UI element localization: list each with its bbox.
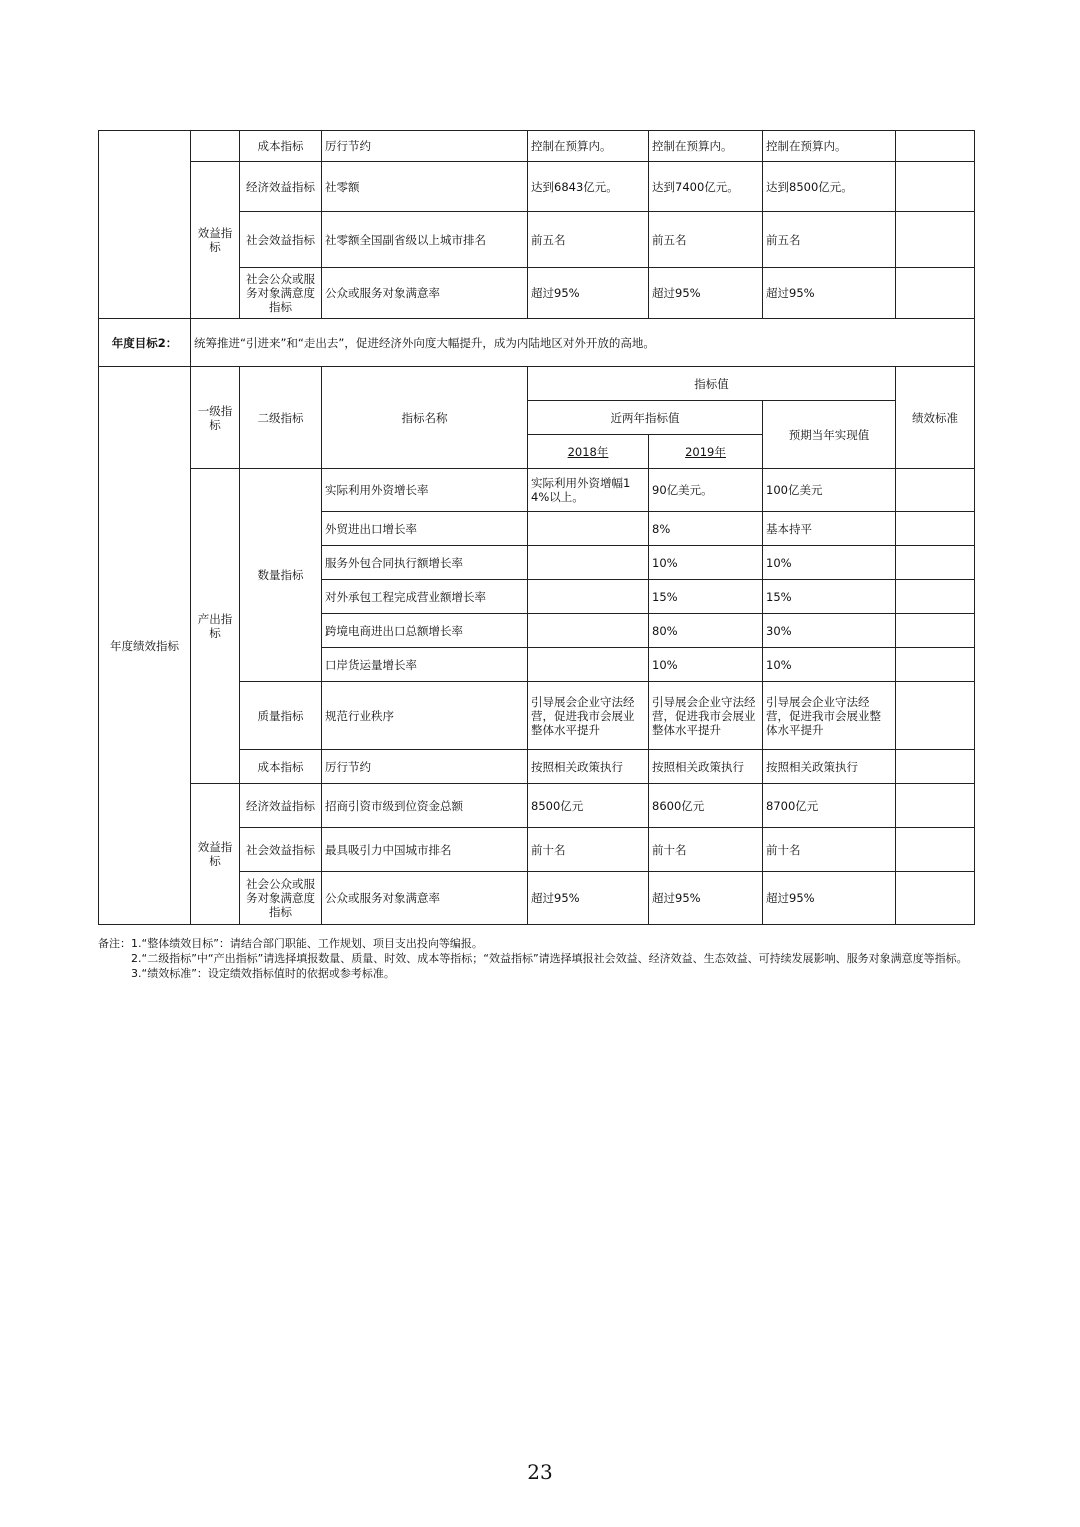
value-2018-cell: 控制在预算内。 bbox=[528, 131, 649, 162]
header-indicator-value: 指标值 bbox=[528, 367, 896, 401]
header-indicator-name: 指标名称 bbox=[322, 367, 528, 469]
footnote-2: 2.“二级指标”中“产出指标”请选择填报数量、质量、时效、成本等指标；“效益指标”请选择填报社会效益、经济效益、生态效益、可持续发展影响、服务对象满意度等指标。 bbox=[98, 952, 968, 965]
value-2019-cell: 前五名 bbox=[649, 212, 763, 268]
l2-cell: 社会效益指标 bbox=[240, 828, 322, 872]
indicator-name-cell: 规范行业秩序 bbox=[322, 682, 528, 750]
standard-cell bbox=[896, 614, 975, 648]
l2-cell: 经济效益指标 bbox=[240, 162, 322, 212]
value-2019-cell: 80% bbox=[649, 614, 763, 648]
expected-value-cell: 达到8500亿元。 bbox=[763, 162, 896, 212]
value-2018-cell: 按照相关政策执行 bbox=[528, 750, 649, 784]
value-2018-cell: 超过95% bbox=[528, 268, 649, 319]
expected-value-cell: 15% bbox=[763, 580, 896, 614]
header-expected: 预期当年实现值 bbox=[763, 401, 896, 469]
value-2019-cell: 10% bbox=[649, 546, 763, 580]
header-2018-text: 2018年 bbox=[567, 444, 609, 459]
goal-2-label: 年度目标2： bbox=[99, 319, 191, 367]
value-2019-cell: 10% bbox=[649, 648, 763, 682]
standard-cell bbox=[896, 162, 975, 212]
expected-value-cell: 10% bbox=[763, 546, 896, 580]
value-2018-cell: 前五名 bbox=[528, 212, 649, 268]
value-2018-cell: 8500亿元 bbox=[528, 784, 649, 828]
page-number: 23 bbox=[527, 1460, 553, 1484]
footnote-3: 3.“绩效标准”：设定绩效指标值时的依据或参考标准。 bbox=[98, 967, 395, 980]
l2-cell: 成本指标 bbox=[240, 131, 322, 162]
expected-value-cell: 超过95% bbox=[763, 268, 896, 319]
standard-cell bbox=[896, 131, 975, 162]
expected-value-cell: 100亿美元 bbox=[763, 469, 896, 512]
indicator-name-cell: 实际利用外资增长率 bbox=[322, 469, 528, 512]
header-2018 bbox=[528, 435, 649, 469]
l2-cell: 经济效益指标 bbox=[240, 784, 322, 828]
value-2019-cell: 8600亿元 bbox=[649, 784, 763, 828]
value-2019-cell: 按照相关政策执行 bbox=[649, 750, 763, 784]
standard-cell bbox=[896, 469, 975, 512]
l2-cell: 质量指标 bbox=[240, 682, 322, 750]
standard-cell bbox=[896, 512, 975, 546]
header-l2: 二级指标 bbox=[240, 367, 322, 469]
table-row bbox=[99, 131, 975, 162]
header-2019-text: 2019年 bbox=[685, 444, 726, 459]
indicator-name-cell: 外贸进出口增长率 bbox=[322, 512, 528, 546]
header-standard: 绩效标准 bbox=[896, 367, 975, 469]
benefit-indicator-label: 效益指标 bbox=[191, 162, 240, 319]
value-2019-cell: 前十名 bbox=[649, 828, 763, 872]
l2-cell: 成本指标 bbox=[240, 750, 322, 784]
indicator-name-cell: 厉行节约 bbox=[322, 750, 528, 784]
indicator-name-cell: 对外承包工程完成营业额增长率 bbox=[322, 580, 528, 614]
indicator-name-cell: 社零额 bbox=[322, 162, 528, 212]
value-2018-cell bbox=[528, 546, 649, 580]
expected-value-cell: 控制在预算内。 bbox=[763, 131, 896, 162]
standard-cell bbox=[896, 580, 975, 614]
header-row bbox=[99, 367, 975, 401]
annual-indicator-cell-top bbox=[99, 131, 191, 319]
expected-value-cell: 引导展会企业守法经营，促进我市会展业整体水平提升 bbox=[763, 682, 896, 750]
header-two-years: 近两年指标值 bbox=[528, 401, 763, 435]
standard-cell bbox=[896, 212, 975, 268]
benefit-indicator-label: 效益指标 bbox=[191, 784, 240, 925]
standard-cell bbox=[896, 546, 975, 580]
indicator-name-cell: 口岸货运量增长率 bbox=[322, 648, 528, 682]
value-2018-cell bbox=[528, 512, 649, 546]
value-2019-cell: 引导展会企业守法经营，促进我市会展业整体水平提升 bbox=[649, 682, 763, 750]
performance-table bbox=[98, 130, 975, 925]
expected-value-cell: 按照相关政策执行 bbox=[763, 750, 896, 784]
value-2018-cell: 超过95% bbox=[528, 872, 649, 925]
standard-cell bbox=[896, 750, 975, 784]
value-2019-cell: 达到7400亿元。 bbox=[649, 162, 763, 212]
value-2018-cell: 前十名 bbox=[528, 828, 649, 872]
standard-cell bbox=[896, 828, 975, 872]
value-2018-cell: 达到6843亿元。 bbox=[528, 162, 649, 212]
indicator-name-cell: 公众或服务对象满意率 bbox=[322, 268, 528, 319]
value-2019-cell: 超过95% bbox=[649, 268, 763, 319]
indicator-name-cell: 公众或服务对象满意率 bbox=[322, 872, 528, 925]
goal-2-text: 统筹推进“引进来”和“走出去”，促进经济外向度大幅提升，成为内陆地区对外开放的高地。 bbox=[191, 319, 975, 367]
value-2018-cell: 引导展会企业守法经营，促进我市会展业整体水平提升 bbox=[528, 682, 649, 750]
table-row bbox=[99, 784, 975, 828]
indicator-name-cell: 最具吸引力中国城市排名 bbox=[322, 828, 528, 872]
value-2018-cell: 实际利用外资增幅14%以上。 bbox=[528, 469, 649, 512]
value-2018-cell bbox=[528, 580, 649, 614]
value-2019-cell: 控制在预算内。 bbox=[649, 131, 763, 162]
standard-cell bbox=[896, 648, 975, 682]
expected-value-cell: 10% bbox=[763, 648, 896, 682]
standard-cell bbox=[896, 682, 975, 750]
output-indicator-label: 产出指标 bbox=[191, 469, 240, 784]
annual-indicator-label: 年度绩效指标 bbox=[99, 367, 191, 925]
footnotes bbox=[98, 936, 974, 981]
value-2018-cell bbox=[528, 648, 649, 682]
value-2019-cell: 8% bbox=[649, 512, 763, 546]
expected-value-cell: 超过95% bbox=[763, 872, 896, 925]
value-2019-cell: 90亿美元。 bbox=[649, 469, 763, 512]
indicator-name-cell: 厉行节约 bbox=[322, 131, 528, 162]
expected-value-cell: 30% bbox=[763, 614, 896, 648]
value-2019-cell: 超过95% bbox=[649, 872, 763, 925]
indicator-name-cell: 服务外包合同执行额增长率 bbox=[322, 546, 528, 580]
l2-cell: 社会公众或服务对象满意度指标 bbox=[240, 872, 322, 925]
value-2019-cell: 15% bbox=[649, 580, 763, 614]
header-l1: 一级指标 bbox=[191, 367, 240, 469]
l2-cell: 社会效益指标 bbox=[240, 212, 322, 268]
footnote-1: 备注：1.“整体绩效目标”：请结合部门职能、工作规划、项目支出投向等编报。 bbox=[98, 937, 483, 950]
value-2018-cell bbox=[528, 614, 649, 648]
indicator-name-cell: 跨境电商进出口总额增长率 bbox=[322, 614, 528, 648]
expected-value-cell: 8700亿元 bbox=[763, 784, 896, 828]
quantity-indicator-label: 数量指标 bbox=[240, 469, 322, 682]
standard-cell bbox=[896, 872, 975, 925]
expected-value-cell: 前十名 bbox=[763, 828, 896, 872]
standard-cell bbox=[896, 268, 975, 319]
standard-cell bbox=[896, 784, 975, 828]
indicator-name-cell: 社零额全国副省级以上城市排名 bbox=[322, 212, 528, 268]
table-row bbox=[99, 162, 975, 212]
l1-cell-top bbox=[191, 131, 240, 162]
l2-cell: 社会公众或服务对象满意度指标 bbox=[240, 268, 322, 319]
expected-value-cell: 前五名 bbox=[763, 212, 896, 268]
header-2019 bbox=[649, 435, 763, 469]
goal-row bbox=[99, 319, 975, 367]
expected-value-cell: 基本持平 bbox=[763, 512, 896, 546]
indicator-name-cell: 招商引资市级到位资金总额 bbox=[322, 784, 528, 828]
table-row bbox=[99, 469, 975, 512]
